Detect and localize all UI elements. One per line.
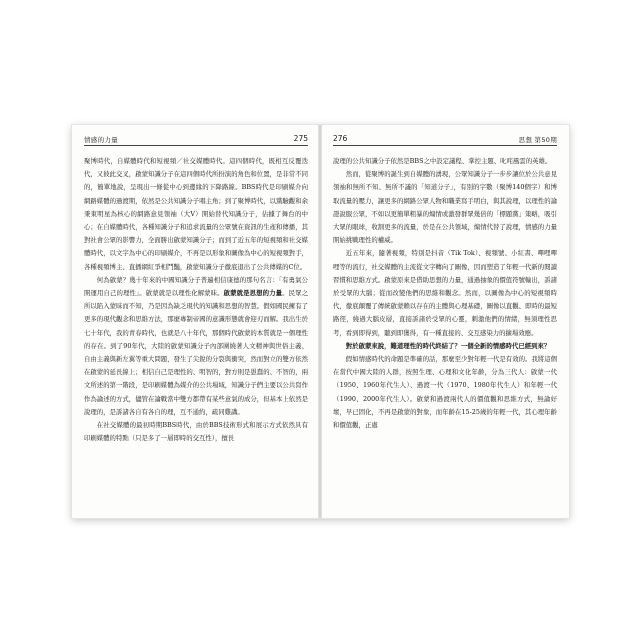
paragraph: 近五年來，隨著視頻，特別是抖音（Tik Tok）、視頻號、小紅書、嗶哩嗶哩等的流行，社交媒體的主流從文字轉向了圖像，因而塑造了年輕一代新的閱讀習慣和思維方式。啟蒙原來是借助思想的力量，通過抽象的價值符號輸出，訴諸於受眾的大腦；從而改變他們的思維和觀念。然而，以圖像為中心的短視頻時代，徹底顛覆了傳統啟蒙賴以存在的主體與心理基礎，圖像以直觀、即時的最短路徑，繞過大腦皮層，直接訴諸於受眾的心靈，刺激他們的情緒，無須理性思考，看到即得到，聽到即獲得，有一種直接的、交互感染力的擴場效應。 — [333, 249, 557, 337]
page-body — [84, 155, 308, 510]
book-spread — [72, 125, 569, 518]
paragraph: 在社交媒體的最初時期BBS時代，由於BBS技術形式和展示方式依然具有印刷媒體的特點（只是多了一層即時的交互性），擅長 — [84, 421, 308, 443]
header-rule — [84, 145, 308, 146]
paragraph: 假如情感時代的命題是準確的話，那麼至少對年輕一代是有效的。我將這個在當代中國大陸的人群，按照生理、心理和文化年齡，分為三代人：啟蒙一代（1950、1960年代生人）、過渡一代（1970、1980年代生人）和年輕一代（1990、2000年代生人）。啟蒙和過渡兩代人的價值觀和思維方式，無論好壞，早已固化，不再是啟蒙的對象，而年齡在15-25歲的年輕一代，其心理年齡和價值觀，正處 — [333, 355, 557, 430]
paragraph — [84, 274, 308, 419]
paragraph-text: 。民眾之所以陷入蒙昧而不知，乃是因為缺乏現代的知識和思想的智慧。假如國民擁有了更多的現代觀念和思維方法，那麼專制帝國的意識形態就會迎刃而解。我出生於七十年代，我的青春時代，也就是八十年代，那個時代啟蒙的本質就是一個理性的存在。到了90年代，大陸的啟蒙知識分子內部圍繞著人文精神與世俗主義、自由主義與新左翼等重大問題，發生了尖銳的分裂與衝突，然而對立的雙方依然在啟蒙的延長線上；相信自己是理性的、明智的，對方則是愚蠢的、不智的，兩文所述的第一階段，是印刷媒體為媒介的公共場域，知識分子們主要以公共寫作作為論述的方式，儘管在論戰當中雙方都帶有某些意氣的成分，但基本上依然是說理的，是訴諸各自有各自的理，互不通約，疏同雞講。 — [84, 289, 308, 416]
paragraph: 說理的公共知識分子依然是BBS之中設定議程、掌控主題、叱咤風雲的英雄。 — [333, 157, 552, 165]
paragraph: 聚博時代，自媒體時代和短視頻／社交媒體時代。這四個時代，既相互反覆迭代，又彼此交叉，啟蒙知識分子在這四個時代所扮演的角色和位置，是非常不同的，簡單地說，呈現出一條從中心到邊緣的下降路線。BBS時代是印刷媒介向網路媒體的過渡期，依然是公共知識分子唱主角；到了聚博時代，以黨驗觀和余秉東明星為核心的網路意見領袖（大V）開始替代知識分子，佔據了舞台的中心；在自媒體時代，各種知識分子和追求流量的公眾號在資訊的生產和傳播，其對社會公眾的影響力，全面勝出啟蒙知識分子；而到了近五年的短視頻和社交媒體時代，以文字為中心的印刷媒介，不再是以形象和圖像為中心的短視頻對手，各種視頻博主、直播網紅爭相鬥豔，啟蒙知識分子徹底退出了公共傳媒的C位。 — [84, 157, 308, 271]
page-number: 276 — [333, 134, 348, 143]
page-body — [333, 155, 557, 510]
paragraph: 然而，從聚博的誕生到自媒體的湧現，公眾知識分子一步步讓位於公共意見領袖和無所不知、無所不議的「知道分子」，有別的字數（聚博140個字）和博取流量的壓力，讓更多的網路公眾人物和職業寫手明白，與其說理，以理性的論證說服公眾，不如以更簡單粗暴的煽情或激發群眾幾倍的「標題黨」策略，吸引大眾的眼球，收割更多的流量，於是在公共領域，煽情代替了說理，情感的力量開始挑戰理性的權威。 — [333, 170, 557, 245]
header-rule — [333, 145, 557, 146]
left-page — [72, 125, 320, 518]
emphasis-paragraph: 對於啟蒙來說，難道理性的時代終結了？一個全新的情感時代已經到來？ — [345, 341, 551, 350]
emphasis-text: 啟蒙就是思想的力量 — [223, 289, 283, 298]
paragraph-text: 何為啟蒙？幾十年來的中國知識分子普遍相信康德的那句名言：「有勇氣公開運用自己的理性」。啟蒙就是以理性化解蒙昧。 — [84, 275, 308, 298]
page-number: 275 — [293, 134, 308, 143]
running-head: 思想 第50期 — [518, 136, 557, 144]
right-page — [321, 125, 569, 518]
running-head: 情感的力量 — [84, 136, 118, 144]
